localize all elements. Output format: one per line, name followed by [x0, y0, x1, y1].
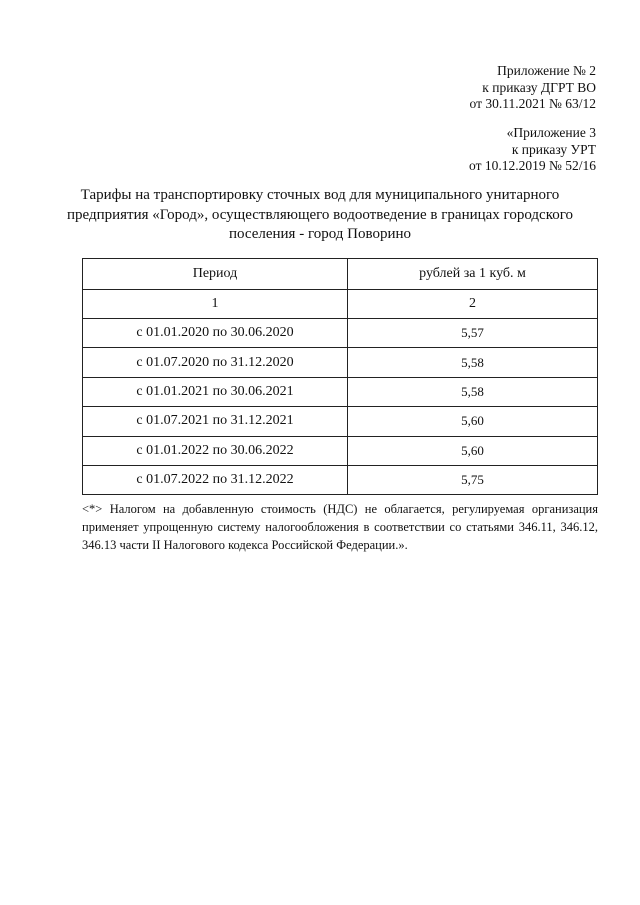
tax-footnote: <*> Налогом на добавленную стоимость (НДС) не облагается, регулируемая организация применяет упрощенную систему налогообложения в соответствии со статьями 346.11, 346.12, 346.13 части II Налогового кодекса Российской Федерации.».: [82, 502, 598, 552]
appendix-current-line2: к приказу ДГРТ ВО: [482, 79, 596, 95]
period-cell: с 01.07.2020 по 31.12.2020: [83, 348, 348, 377]
title-line1: Тарифы на транспортировку сточных вод для муниципального унитарного: [80, 187, 560, 203]
appendix-current-header: [470, 63, 596, 113]
column-number-1: 1: [83, 290, 348, 319]
appendix-previous-header: [469, 125, 596, 175]
table-row: [83, 407, 598, 436]
rate-cell: 5,60: [348, 407, 598, 436]
table-row: [83, 377, 598, 406]
period-cell: с 01.01.2021 по 30.06.2021: [83, 377, 348, 406]
document-title: [60, 186, 580, 245]
period-cell: с 01.07.2021 по 31.12.2021: [83, 407, 348, 436]
rate-cell: 5,58: [348, 377, 598, 406]
table-row: [83, 436, 598, 465]
title-line3: поселения - город Поворино: [228, 226, 412, 242]
title-line2: предприятия «Город», осуществляющего водоотведение в границах городского: [66, 206, 573, 223]
header-period: Период: [83, 259, 348, 290]
rate-cell: 5,58: [348, 348, 598, 377]
table-row: [83, 465, 598, 494]
header-rate: рублей за 1 куб. м: [348, 259, 598, 290]
column-number-2: 2: [348, 290, 598, 319]
appendix-current-line3: от 30.11.2021 № 63/12: [469, 96, 596, 111]
appendix-current-line1: Приложение № 2: [497, 63, 596, 78]
rate-cell: 5,57: [348, 319, 598, 348]
period-cell: с 01.07.2022 по 31.12.2022: [83, 465, 348, 494]
tariff-table: [82, 258, 598, 495]
appendix-previous-line3: от 10.12.2019 № 52/16: [469, 158, 596, 173]
table-header-row: [83, 259, 598, 290]
period-cell: с 01.01.2022 по 30.06.2022: [83, 436, 348, 465]
table-row: [83, 348, 598, 377]
period-cell: с 01.01.2020 по 30.06.2020: [83, 319, 348, 348]
table-row: [83, 319, 598, 348]
column-number-row: [83, 290, 598, 319]
rate-cell: 5,75: [348, 465, 598, 494]
appendix-previous-line1: «Приложение 3: [506, 125, 596, 140]
appendix-previous-line2: к приказу УРТ: [511, 141, 596, 157]
rate-cell: 5,60: [348, 436, 598, 465]
